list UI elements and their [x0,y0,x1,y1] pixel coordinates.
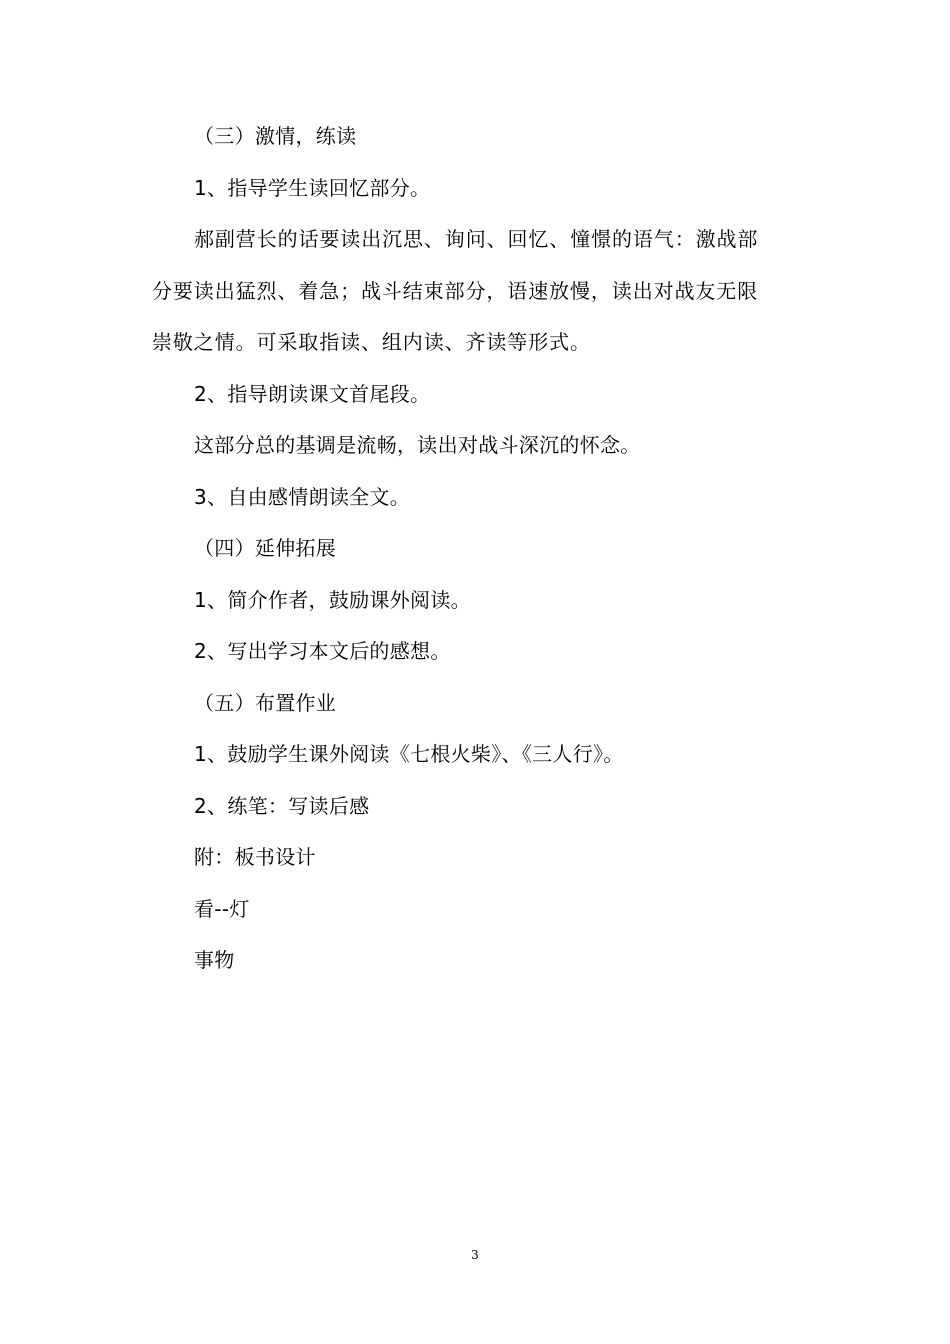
page-number: 3 [471,1248,479,1262]
paragraph-line: 这部分总的基调是流畅，读出对战斗深沉的怀念。 [194,433,641,457]
section-heading-3: （三）激情，练读 [194,124,357,148]
paragraph-line: 郝副营长的话要读出沉思、询问、回忆、憧憬的语气：激战部 [194,227,759,251]
list-item: 1、鼓励学生课外阅读《七根火柴》、《三人行》。 [194,742,624,766]
list-item: 2、练笔：写读后感 [194,793,370,818]
board-design-line: 事物 [194,948,235,972]
paragraph-line: 崇敬之情。可采取指读、组内读、齐读等形式。 [152,330,591,354]
list-item: 2、指导朗读课文首尾段。 [194,381,431,406]
board-design-line: 看--灯 [194,896,250,921]
list-item: 1、指导学生读回忆部分。 [194,175,431,200]
section-heading-4: （四）延伸拓展 [194,536,337,560]
list-item: 3、自由感情朗读全文。 [194,484,411,509]
list-item: 1、简介作者，鼓励课外阅读。 [194,587,471,612]
paragraph-line: 分要读出猛烈、着急；战斗结束部分，语速放慢，读出对战友无限 [152,278,759,303]
appendix-heading: 附：板书设计 [194,845,316,869]
document-body [152,111,802,987]
section-heading-5: （五）布置作业 [194,690,337,715]
list-item: 2、写出学习本文后的感想。 [194,639,451,663]
